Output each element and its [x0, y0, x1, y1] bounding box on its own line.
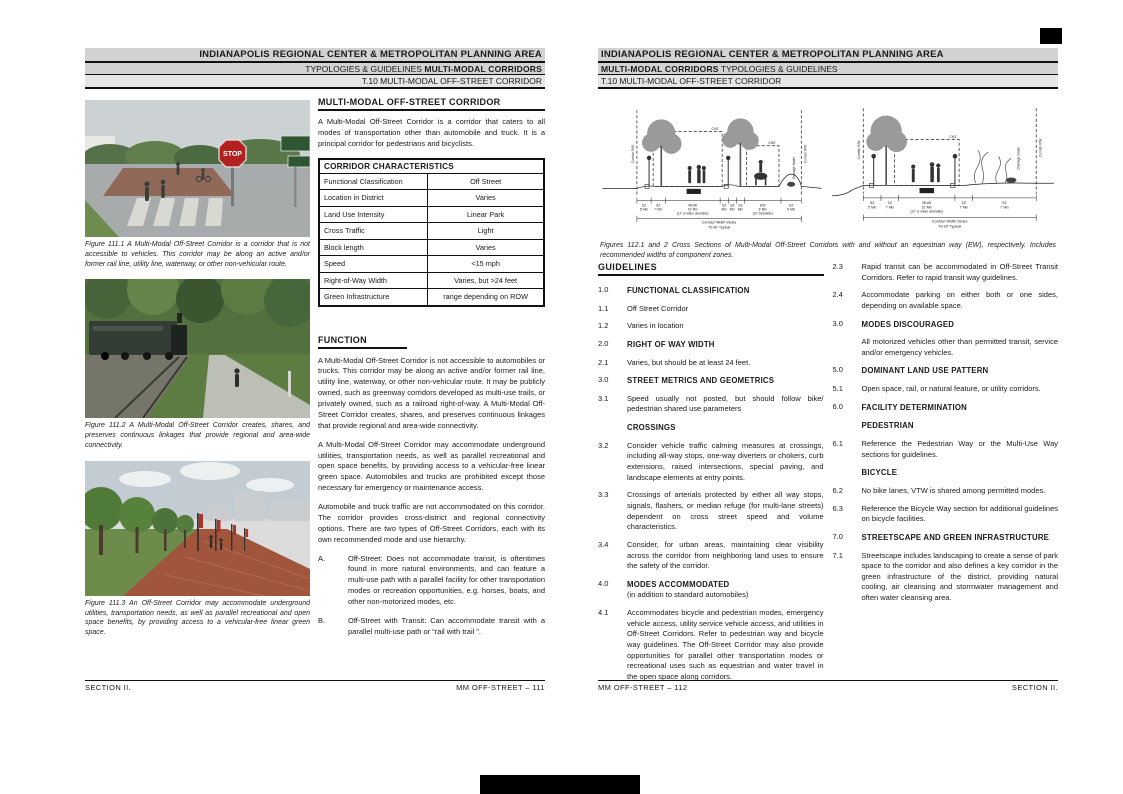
- tall-grasses: [974, 150, 1011, 183]
- table-row: [319, 289, 544, 306]
- guideline-body: [627, 540, 824, 572]
- equestrian-figure: [754, 160, 767, 185]
- guideline-body: [862, 439, 1059, 460]
- svg-text:8' Min: 8' Min: [758, 207, 767, 212]
- guideline-text: DOMINANT LAND USE PATTERN: [861, 366, 989, 376]
- figure-caption: Figure 111.1 A Multi-Modal Off-Street Corridor is a corridor that is not accessible to vehicles. This corridor may be along an active and/or former rail line, utility line, waterway, or other non-vehicular route.: [85, 241, 310, 268]
- guideline-entry: [598, 394, 824, 415]
- guideline-entry: [833, 290, 1059, 311]
- figure-caption: Figure 111.3 An Off-Street Corridor may accommodate underground utilities, transportation needs, as well as parallel recreational and open space benefits, by providing access to a vehicular-free linear green space.: [85, 599, 310, 637]
- zone-labels: [868, 201, 1009, 228]
- table-cell-value: range depending on ROW: [428, 289, 544, 306]
- item-label: B.: [318, 615, 326, 625]
- guideline-text: All motorized vehicles other than permitted transit, service and/or emergency vehicles.: [861, 337, 1058, 357]
- svg-text:Min: Min: [737, 207, 743, 212]
- page-right-footer: [598, 680, 1058, 692]
- corridor-type-item: [318, 554, 545, 608]
- table-cell-value: Light: [428, 223, 544, 239]
- svg-text:70-90' Typical: 70-90' Typical: [938, 224, 962, 229]
- table-cell-label: Location in District: [319, 190, 428, 206]
- guideline-number: 2.4: [832, 290, 843, 300]
- table-row: [319, 223, 544, 239]
- guideline-number: 3.3: [598, 490, 609, 500]
- table-row: [319, 256, 544, 272]
- svg-text:5' Min: 5' Min: [867, 205, 877, 210]
- table-row: [319, 272, 544, 288]
- svg-text:EW: EW: [759, 203, 766, 208]
- svg-text:5' Min: 5' Min: [787, 207, 796, 212]
- article-title: MULTI-MODAL OFF-STREET CORRIDOR: [318, 97, 545, 111]
- guideline-entry: [598, 285, 824, 297]
- guideline-number: 7.1: [832, 550, 843, 560]
- svg-text:SZ: SZ: [641, 203, 647, 208]
- guideline-body: [862, 402, 1059, 414]
- svg-text:Min: Min: [729, 207, 735, 212]
- guideline-entry: [598, 422, 824, 434]
- guideline-text: Consider vehicle traffic calming measures at crossings, including all-way stops, one-way diverters or chokers, curb extensions, raised intersections, special paving, and landscape elements at entry points.: [627, 440, 824, 482]
- guideline-number: [598, 422, 627, 434]
- page-left-footer: [85, 680, 545, 692]
- figure-caption: Figure 111.2 A Multi-Modal Off-Street Corridor creates, shares, and preserves continuous linkages that provide regional and area-wide connectivity.: [85, 422, 310, 449]
- guideline-body: [862, 337, 1059, 358]
- guideline-body: [627, 441, 824, 484]
- guideline-text: Varies, but should be at least 24 feet.: [627, 357, 751, 367]
- svg-text:SZ: SZ: [1002, 201, 1007, 206]
- guidelines-column-1: [598, 262, 824, 690]
- svg-text:Corridor R/W: Corridor R/W: [630, 144, 635, 163]
- guideline-body: [862, 551, 1059, 604]
- photo-column: [85, 100, 310, 648]
- svg-text:(12' or wider desirable): (12' or wider desirable): [910, 209, 944, 214]
- guideline-body: [627, 608, 824, 682]
- page-right-header: [598, 48, 1058, 89]
- swale-bush: [787, 182, 795, 187]
- guideline-body: [862, 262, 1059, 283]
- guideline-text: BICYCLE: [861, 468, 898, 478]
- guideline-entry: [833, 319, 1059, 331]
- guideline-number: 1.0: [598, 285, 609, 294]
- svg-text:10' Min: 10' Min: [921, 205, 932, 210]
- svg-text:SZ: SZ: [656, 203, 661, 208]
- guideline-entry: [598, 441, 824, 484]
- guideline-body: [862, 319, 1059, 331]
- table-row: [319, 206, 544, 222]
- guideline-number: 2.0: [598, 338, 609, 348]
- guideline-number: 6.1: [832, 439, 843, 449]
- guideline-entry: [598, 579, 824, 601]
- table-cell-label: Cross Traffic: [319, 223, 428, 239]
- guideline-text: Rapid transit can be accommodated in Off-Street Transit Corridors. Refer to rapid transit way guidelines.: [861, 262, 1058, 282]
- figure-111-3: [85, 461, 310, 638]
- guideline-entry: [833, 486, 1059, 497]
- svg-text:SZ: SZ: [738, 203, 743, 208]
- guideline-number: 2.1: [598, 357, 609, 367]
- svg-text:70-90' Typical: 70-90' Typical: [707, 225, 731, 230]
- table-cell-value: <15 mph: [428, 256, 544, 272]
- guideline-text: CROSSINGS: [627, 423, 676, 433]
- guideline-body: [627, 375, 824, 387]
- guideline-text: Off Street Corridor: [627, 303, 689, 313]
- table-row: [319, 190, 544, 206]
- figure-111-1: [85, 100, 310, 269]
- svg-text:STOP: STOP: [223, 151, 242, 158]
- function-paragraph: Automobile and truck traffic are not accommodated on this corridor. The corridor provides cross-district and regional connectivity options. There are two types of Off-Street Corridors, each with its own recommended mode and use hierarchy.: [318, 502, 545, 544]
- zone-labels: [640, 204, 796, 230]
- guidelines-column-2: [833, 262, 1059, 690]
- guideline-number: 6.3: [832, 503, 843, 513]
- svg-text:SZ: SZ: [961, 201, 967, 206]
- svg-text:SZ: SZ: [887, 201, 893, 206]
- header-line2-plain: TYPOLOGIES & GUIDELINES: [305, 63, 425, 74]
- guidelines-section: [598, 262, 1058, 690]
- guideline-body: [627, 394, 824, 415]
- table-cell-label: Functional Classification: [319, 173, 428, 189]
- item-text: Off-Street: Does not accommodate transit, is oftentimes found in more natural environments, and can feature a multi-use path with a parallel facility for other transportation modes or recreation opportunities, e.g. horses, boats, and other non-motorized modes, etc.: [348, 553, 545, 606]
- paver-crossing: [103, 168, 235, 196]
- svg-text:MUW: MUW: [922, 201, 932, 206]
- svg-text:10' Min: 10' Min: [687, 207, 698, 212]
- svg-text:Corridor R/W: Corridor R/W: [1038, 138, 1043, 158]
- walker: [234, 369, 239, 388]
- guideline-body: [862, 532, 1059, 544]
- table-cell-value: Linear Park: [428, 206, 544, 222]
- intro-paragraph: A Multi-Modal Off-Street Corridor is a corridor that caters to all modes of transportation other than automobile and truck. It is a principal corridor for pedestrians and bicyclists.: [318, 117, 545, 148]
- guideline-number: 3.2: [598, 440, 609, 450]
- guideline-text: No bike lanes, VTW is shared among permitted modes.: [861, 485, 1046, 495]
- svg-text:SZ: SZ: [730, 203, 735, 208]
- guideline-body: [862, 365, 1059, 377]
- footer-section: SECTION II.: [85, 683, 132, 692]
- header-line1: INDIANAPOLIS REGIONAL CENTER & METROPOLITAN PLANNING AREA: [598, 48, 1058, 63]
- svg-text:Corridor R/W: Corridor R/W: [857, 140, 862, 160]
- header-line3: T.10 MULTI-MODAL OFF-STREET CORRIDOR: [598, 75, 1058, 89]
- svg-text:(12' or wider desirable): (12' or wider desirable): [676, 211, 709, 216]
- guideline-number: 7.0: [832, 531, 843, 541]
- guideline-number: 6.2: [832, 485, 843, 495]
- trail-crossing-photo: [85, 100, 310, 237]
- corridor-type-item: [318, 616, 545, 638]
- guideline-body: [627, 304, 824, 315]
- svg-text:SZ: SZ: [788, 203, 794, 208]
- header-line2-bold: MULTI-MODAL CORRIDORS: [424, 63, 542, 74]
- guideline-entry: [598, 304, 824, 315]
- guideline-entry: [833, 402, 1059, 414]
- svg-text:CHZ: CHZ: [768, 141, 776, 146]
- table-cell-value: Varies, but >24 feet: [428, 272, 544, 288]
- guideline-text: STREET METRICS AND GEOMETRICS: [627, 376, 775, 386]
- guideline-entry: [833, 262, 1059, 283]
- guideline-entry: [833, 551, 1059, 604]
- table-cell-label: Block length: [319, 239, 428, 255]
- guideline-entry: [833, 420, 1059, 432]
- top-right-binding-mark: [1040, 28, 1062, 44]
- svg-text:7' Min: 7' Min: [959, 205, 969, 210]
- guideline-text: Reference the Pedestrian Way or the Multi-Use Way sections for guidelines.: [861, 439, 1058, 459]
- guideline-entry: [833, 337, 1059, 358]
- page-left: [85, 48, 545, 694]
- svg-text:7' Min: 7' Min: [1000, 205, 1009, 210]
- guideline-number: 1.2: [598, 321, 609, 331]
- guideline-body: [862, 420, 1059, 432]
- guideline-text: FUNCTIONAL CLASSIFICATION: [627, 286, 750, 295]
- guideline-body: [627, 339, 824, 351]
- bottom-binding-mark: [480, 775, 640, 794]
- table-cell-label: Speed: [319, 256, 428, 272]
- guideline-number: 6.0: [832, 401, 843, 411]
- guideline-entry: [833, 504, 1059, 525]
- guideline-entry: [598, 490, 824, 533]
- swale-bush: [1006, 177, 1016, 182]
- table-cell-value: Varies: [428, 239, 544, 255]
- cross-section-without-ew: [832, 95, 1056, 232]
- utility-trench-box: [687, 189, 701, 194]
- function-paragraph: A Multi-Modal Off-Street Corridor is not accessible to automobiles or trucks. This corridor may be along an active and/or former rail line, utility line, waterway, or other non-vehicular route. It may be publicly owned, such as greenway corridors developed as multi-use trails, or privately owned, such as a railroad right-of-way. A Multi-Modal Off-Street Corridor creates, shares, and preserves continuous linkages that provide regional and area-wide connectivity.: [318, 355, 545, 430]
- guideline-entry: [598, 339, 824, 351]
- guideline-entry: [833, 532, 1059, 544]
- svg-text:(10' Desirable): (10' Desirable): [752, 211, 773, 216]
- svg-text:CHZ: CHZ: [711, 127, 719, 132]
- figures-caption: Figures 112.1 and 2 Cross Sections of Multi-Modal Off-Street Corridors with and without an equestrian way (EW), respectively. Includes recommended widths of component zones.: [600, 242, 1056, 259]
- guideline-body: [627, 358, 824, 369]
- corridor-characteristics-table: [318, 158, 545, 307]
- guideline-number: 4.0: [598, 578, 609, 588]
- guideline-body: [862, 290, 1059, 311]
- header-line1: INDIANAPOLIS REGIONAL CENTER & METROPOLITAN PLANNING AREA: [85, 48, 545, 63]
- svg-text:Corridor Width Varies: Corridor Width Varies: [701, 220, 737, 225]
- guideline-text: Consider, for urban areas, maintaining clear visibility across the corridor from neighboring land uses to ensure the safety of the corridor.: [627, 539, 824, 571]
- guideline-entry: [598, 375, 824, 387]
- guideline-text: Accommodate parking on either both or one sides, depending on available space.: [861, 290, 1058, 310]
- guideline-number: 1.1: [598, 303, 609, 313]
- svg-text:Drainage Swale: Drainage Swale: [1016, 146, 1021, 170]
- guideline-entry: [833, 467, 1059, 479]
- guideline-text: MODES ACCOMMODATED: [627, 579, 730, 589]
- guideline-text: Speed usually not posted, but should follow bike/ pedestrian shared use parameters: [627, 393, 824, 414]
- table-cell-value: Varies: [428, 190, 544, 206]
- guideline-number: [833, 337, 862, 358]
- guideline-body: [862, 486, 1059, 497]
- table-title: CORRIDOR CHARACTERISTICS: [319, 159, 544, 174]
- svg-text:Corridor Width Varies: Corridor Width Varies: [931, 219, 968, 224]
- header-line2-plain: TYPOLOGIES & GUIDELINES: [718, 63, 838, 74]
- guideline-text: FACILITY DETERMINATION: [861, 402, 967, 412]
- guideline-body: [862, 504, 1059, 525]
- guideline-text: Accommodates bicycle and pedestrian modes, emergency vehicle access, utility service vehicle access, and utilities in Off-Street Corridors. Refer to pedestrian way and bicycle way guidelines. The Off-Street Corridor may also provide opportunities for parallel other transportation modes or recreational uses such as equestrian and water travel in the open space along corridors.: [627, 608, 824, 681]
- page-right: [598, 48, 1058, 694]
- svg-text:MUW: MUW: [688, 203, 698, 208]
- guideline-entry: [833, 365, 1059, 377]
- guideline-text: PEDESTRIAN: [861, 421, 914, 431]
- svg-text:7' Min: 7' Min: [654, 207, 663, 212]
- figure-111-2: [85, 279, 310, 450]
- guideline-entry: [833, 384, 1059, 395]
- guideline-text: STREETSCAPE AND GREEN INFRASTRUCTURE: [861, 532, 1050, 542]
- guideline-entry: [598, 358, 824, 369]
- guidelines-heading: GUIDELINES: [598, 262, 824, 276]
- guideline-body: [862, 384, 1059, 395]
- signal-post: [288, 371, 291, 397]
- function-paragraph: A Multi-Modal Off-Street Corridor may accommodate underground utilities, transportation needs, as well as parallel recreational and open space benefits, by providing access to a vehicular-free linear green space. Automobiles and trucks are prohibited except those necessary for emergency or maintenance access.: [318, 439, 545, 493]
- guideline-body: [627, 490, 824, 533]
- rail-with-trail-photo: [85, 279, 310, 418]
- linear-park-photo: [85, 461, 310, 596]
- header-line3: T.10 MULTI-MODAL OFF-STREET CORRIDOR: [85, 75, 545, 89]
- table-cell-value: Off Street: [428, 173, 544, 189]
- guideline-text: RIGHT OF WAY WIDTH: [627, 339, 715, 349]
- guideline-text: Open space, rail, or natural feature, or utility corridors.: [861, 384, 1041, 394]
- guideline-text: Streetscape includes landscaping to create a sense of park space to the corridor and also defines a key corridor in the green infrastructure of the district, providing natural cooling, air cleansing and stormwater management and often water cleansing area.: [861, 550, 1058, 603]
- guideline-body: [627, 285, 824, 297]
- pedestrian-figures: [688, 165, 706, 183]
- svg-text:SZ: SZ: [721, 203, 727, 208]
- guideline-number: [833, 467, 862, 479]
- header-line2: [85, 63, 545, 76]
- footer-page-number: MM OFF-STREET – 112: [598, 683, 688, 692]
- guideline-subtext: (in addition to standard automobiles): [627, 590, 749, 600]
- svg-text:Min: Min: [721, 207, 727, 212]
- guideline-body: [627, 579, 824, 601]
- cross-section-figures: [598, 95, 1058, 232]
- guideline-number: 5.0: [832, 365, 843, 375]
- guideline-body: [627, 321, 824, 332]
- guideline-number: 2.3: [832, 262, 843, 271]
- svg-text:7' Min: 7' Min: [885, 205, 895, 210]
- guideline-entry: [598, 608, 824, 682]
- cross-section-with-ew: [600, 95, 824, 232]
- guideline-number: 3.1: [598, 393, 609, 403]
- guideline-entry: [598, 540, 824, 572]
- item-label: A.: [318, 553, 326, 563]
- pedestrian-figures: [911, 162, 940, 182]
- section-linework: [832, 108, 1054, 196]
- guideline-number: [833, 420, 862, 432]
- item-text: Off-Street with Transit: Can accommodate transit with a parallel multi-use path or “rail with trail ”.: [348, 615, 545, 636]
- table-cell-label: Right-of-Way Width: [319, 272, 428, 288]
- guideline-text: Varies in location: [627, 321, 684, 331]
- page-left-header: [85, 48, 545, 89]
- table-row: [319, 239, 544, 255]
- guideline-number: 3.0: [598, 375, 609, 385]
- guideline-entry: [598, 321, 824, 332]
- utility-trench-box: [920, 188, 935, 193]
- guideline-body: [862, 467, 1059, 479]
- table-cell-label: Land Use Intensity: [319, 206, 428, 222]
- guideline-number: 3.4: [598, 539, 609, 549]
- guideline-text: MODES DISCOURAGED: [861, 319, 955, 329]
- light-poles: [645, 156, 730, 189]
- svg-text:5' Min: 5' Min: [639, 207, 649, 212]
- svg-text:SZ: SZ: [869, 201, 875, 206]
- function-heading: FUNCTION: [318, 335, 407, 349]
- guideline-text: Crossings of arterials protected by either all way stops, signals, flashers, or median refuge (for multi-lane streets) dependent on cross street speed and volume characteristics.: [627, 490, 824, 532]
- text-column: [318, 97, 545, 646]
- svg-text:Drainage Swale: Drainage Swale: [792, 157, 797, 180]
- footer-page-number: MM OFF-STREET – 111: [456, 683, 545, 692]
- guideline-number: 4.1: [598, 608, 609, 618]
- header-line2-bold: MULTI-MODAL CORRIDORS: [601, 63, 719, 74]
- svg-text:Corridor R/W: Corridor R/W: [803, 144, 808, 163]
- svg-text:CHZ: CHZ: [949, 134, 957, 139]
- guideline-number: 5.1: [832, 384, 843, 394]
- guideline-number: 3.0: [832, 318, 843, 328]
- guideline-text: Reference the Bicycle Way section for additional guidelines on bicycle facilities.: [861, 503, 1058, 524]
- footer-section: SECTION II.: [1011, 683, 1058, 692]
- guideline-entry: [833, 439, 1059, 460]
- guideline-body: [627, 422, 824, 434]
- header-line2: [598, 63, 1058, 76]
- table-cell-label: Green Infrastructure: [319, 289, 428, 306]
- table-row: [319, 173, 544, 189]
